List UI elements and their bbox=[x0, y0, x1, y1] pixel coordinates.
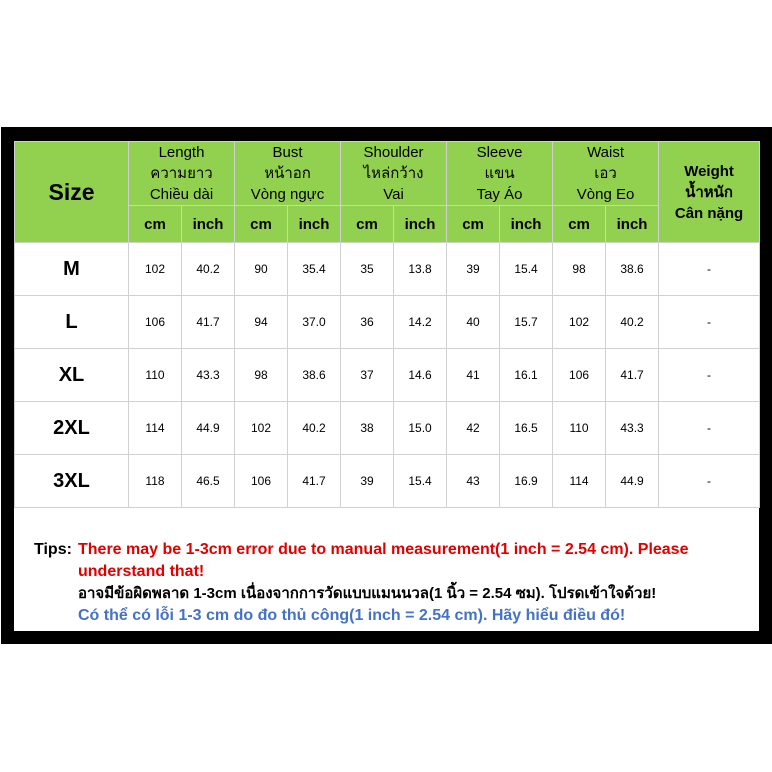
header-bust bbox=[235, 142, 341, 206]
header-weight-en: Weight bbox=[684, 162, 734, 180]
waist-inch: 44.9 bbox=[606, 455, 659, 508]
header-bust-vi: Vòng ngực bbox=[250, 186, 325, 203]
weight-value: - bbox=[659, 296, 760, 349]
header-weight-vi: Cân nặng bbox=[674, 204, 744, 222]
bust-cm: 106 bbox=[235, 455, 288, 508]
header-waist-vi: Vòng Eo bbox=[576, 186, 635, 203]
unit-cm: cm bbox=[129, 206, 182, 243]
tips-english-text2: understand that! bbox=[78, 563, 205, 580]
waist-cm: 106 bbox=[553, 349, 606, 402]
length-inch: 46.5 bbox=[182, 455, 235, 508]
table-row bbox=[15, 455, 760, 508]
shoulder-cm: 36 bbox=[341, 296, 394, 349]
header-weight bbox=[659, 142, 760, 243]
tips-vietnamese-text: Có thể có lỗi 1-3 cm do đo thủ công(1 inch = 2.54 cm). Hãy hiểu điều đó! bbox=[78, 607, 626, 624]
waist-inch: 41.7 bbox=[606, 349, 659, 402]
bust-inch: 40.2 bbox=[288, 402, 341, 455]
waist-inch: 43.3 bbox=[606, 402, 659, 455]
waist-cm: 114 bbox=[553, 455, 606, 508]
shoulder-inch: 14.6 bbox=[394, 349, 447, 402]
sleeve-inch: 16.9 bbox=[500, 455, 553, 508]
weight-value: - bbox=[659, 455, 760, 508]
header-sleeve-en: Sleeve bbox=[476, 144, 523, 161]
length-cm: 110 bbox=[129, 349, 182, 402]
unit-cm: cm bbox=[553, 206, 606, 243]
bust-inch: 41.7 bbox=[288, 455, 341, 508]
header-shoulder-en: Shoulder bbox=[363, 144, 424, 161]
header-size: Size bbox=[15, 142, 129, 243]
header-shoulder bbox=[341, 142, 447, 206]
unit-cm: cm bbox=[235, 206, 288, 243]
header-bust-th: หน้าอก bbox=[264, 165, 311, 182]
tips-label: Tips: bbox=[34, 541, 72, 558]
unit-inch: inch bbox=[182, 206, 235, 243]
shoulder-cm: 37 bbox=[341, 349, 394, 402]
header-shoulder-vi: Vai bbox=[383, 186, 404, 203]
table-row bbox=[15, 402, 760, 455]
length-inch: 43.3 bbox=[182, 349, 235, 402]
header-length-th: ความยาว bbox=[150, 165, 213, 182]
unit-cm: cm bbox=[447, 206, 500, 243]
tips-thai-text: อาจมีข้อผิดพลาด 1-3cm เนื่องจากการวัดแบบแมนนวล(1 นิ้ว = 2.54 ซม). โปรดเข้าใจด้วย! bbox=[78, 585, 657, 602]
header-weight-th: น้ำหนัก bbox=[685, 183, 733, 201]
shoulder-inch: 15.4 bbox=[394, 455, 447, 508]
weight-value: - bbox=[659, 402, 760, 455]
shoulder-cm: 38 bbox=[341, 402, 394, 455]
table-row bbox=[15, 243, 760, 296]
tips-english-text1: There may be 1-3cm error due to manual measurement(1 inch = 2.54 cm). Please bbox=[78, 541, 689, 558]
length-cm: 114 bbox=[129, 402, 182, 455]
size-label: 3XL bbox=[15, 455, 129, 508]
header-bust-en: Bust bbox=[272, 144, 303, 161]
bust-inch: 38.6 bbox=[288, 349, 341, 402]
shoulder-cm: 39 bbox=[341, 455, 394, 508]
waist-cm: 98 bbox=[553, 243, 606, 296]
weight-value: - bbox=[659, 349, 760, 402]
length-inch: 41.7 bbox=[182, 296, 235, 349]
bust-cm: 102 bbox=[235, 402, 288, 455]
header-length-vi: Chiều dài bbox=[149, 186, 214, 203]
shoulder-cm: 35 bbox=[341, 243, 394, 296]
length-inch: 40.2 bbox=[182, 243, 235, 296]
bust-cm: 98 bbox=[235, 349, 288, 402]
header-waist-th: เอว bbox=[594, 165, 617, 182]
size-label: 2XL bbox=[15, 402, 129, 455]
sleeve-inch: 15.4 bbox=[500, 243, 553, 296]
sleeve-inch: 15.7 bbox=[500, 296, 553, 349]
tips-vietnamese-line bbox=[34, 605, 754, 627]
length-cm: 102 bbox=[129, 243, 182, 296]
unit-inch: inch bbox=[394, 206, 447, 243]
bust-cm: 94 bbox=[235, 296, 288, 349]
unit-inch: inch bbox=[500, 206, 553, 243]
header-waist bbox=[553, 142, 659, 206]
header-sleeve-th: แขน bbox=[484, 165, 515, 182]
sleeve-cm: 43 bbox=[447, 455, 500, 508]
header-length-en: Length bbox=[158, 144, 205, 161]
size-label: L bbox=[15, 296, 129, 349]
header-sleeve-vi: Tay Áo bbox=[476, 186, 523, 203]
shoulder-inch: 13.8 bbox=[394, 243, 447, 296]
sleeve-cm: 41 bbox=[447, 349, 500, 402]
table-row bbox=[15, 349, 760, 402]
size-chart-card bbox=[14, 141, 759, 631]
waist-inch: 40.2 bbox=[606, 296, 659, 349]
sleeve-cm: 39 bbox=[447, 243, 500, 296]
waist-cm: 110 bbox=[553, 402, 606, 455]
waist-cm: 102 bbox=[553, 296, 606, 349]
unit-inch: inch bbox=[606, 206, 659, 243]
header-sleeve bbox=[447, 142, 553, 206]
length-cm: 118 bbox=[129, 455, 182, 508]
length-cm: 106 bbox=[129, 296, 182, 349]
bust-inch: 37.0 bbox=[288, 296, 341, 349]
size-label: XL bbox=[15, 349, 129, 402]
size-table bbox=[14, 141, 760, 508]
size-chart-frame bbox=[1, 127, 772, 644]
shoulder-inch: 15.0 bbox=[394, 402, 447, 455]
sleeve-cm: 42 bbox=[447, 402, 500, 455]
sleeve-inch: 16.5 bbox=[500, 402, 553, 455]
sleeve-cm: 40 bbox=[447, 296, 500, 349]
tips-note bbox=[34, 539, 754, 627]
size-label: M bbox=[15, 243, 129, 296]
unit-cm: cm bbox=[341, 206, 394, 243]
bust-cm: 90 bbox=[235, 243, 288, 296]
header-length bbox=[129, 142, 235, 206]
header-row-measures bbox=[15, 142, 760, 206]
unit-inch: inch bbox=[288, 206, 341, 243]
tips-thai-line bbox=[34, 583, 754, 605]
length-inch: 44.9 bbox=[182, 402, 235, 455]
bust-inch: 35.4 bbox=[288, 243, 341, 296]
weight-value: - bbox=[659, 243, 760, 296]
waist-inch: 38.6 bbox=[606, 243, 659, 296]
header-shoulder-th: ไหล่กว้าง bbox=[363, 165, 424, 182]
header-waist-en: Waist bbox=[587, 144, 625, 161]
tips-english-line2 bbox=[34, 561, 754, 583]
table-row bbox=[15, 296, 760, 349]
tips-english-line1 bbox=[34, 539, 754, 561]
sleeve-inch: 16.1 bbox=[500, 349, 553, 402]
shoulder-inch: 14.2 bbox=[394, 296, 447, 349]
